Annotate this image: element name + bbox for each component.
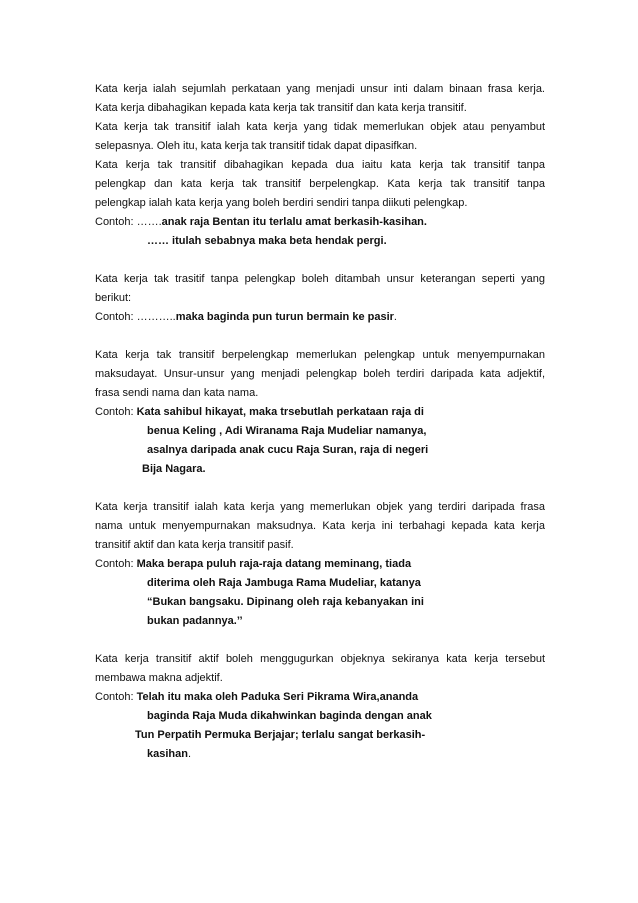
spacer — [95, 479, 545, 498]
example-text: anak raja Bentan itu terlalu amat berkasih-kasihan. — [161, 216, 427, 228]
para5-line1: Kata kerja tak transitif berpelengkap memerlukan pelengkap untuk menyempurnakan — [95, 349, 545, 361]
para1-line1: Kata kerja ialah sejumlah perkataan yang menjadi unsur inti dalam binaan frasa kerja. — [95, 83, 545, 95]
para4-line1: Kata kerja tak trasitif tanpa pelengkap boleh ditambah unsur keterangan seperti yang — [95, 273, 545, 285]
para7-line2: membawa makna adjektif. — [95, 672, 223, 684]
para7-example-line4 — [95, 745, 545, 764]
para5-example-line3: asalnya daripada anak cucu Raja Suran, raja di negeri — [147, 444, 429, 456]
para7-example-line3: Tun Perpatih Permuka Berjajar; terlalu sangat berkasih- — [135, 729, 426, 741]
para1-line2: Kata kerja dibahagikan kepada kata kerja tak transitif dan kata kerja transitif. — [95, 102, 467, 114]
para7-line1: Kata kerja transitif aktif boleh menggugurkan objeknya sekiranya kata kerja tersebut — [95, 653, 545, 665]
para6-line3: transitif aktif dan kata kerja transitif pasif. — [95, 539, 294, 551]
para7-example — [95, 688, 545, 707]
para5-line2: maksudayat. Unsur-unsur yang menjadi pelengkap boleh terdiri daripada kata adjektif, — [95, 368, 545, 380]
example-label: Contoh: — [95, 406, 137, 418]
example-text: maka baginda pun turun bermain ke pasir — [175, 311, 394, 323]
spacer — [95, 631, 545, 650]
example-text: Kata sahibul hikayat, maka trsebutlah perkataan raja di — [136, 406, 424, 418]
para2-line1: Kata kerja tak transitif ialah kata kerja yang tidak memerlukan objek atau penyambut — [95, 121, 545, 133]
para6-example-line2: diterima oleh Raja Jambuga Rama Mudeliar, katanya — [147, 577, 421, 589]
spacer — [95, 327, 545, 346]
para6-line1: Kata kerja transitif ialah kata kerja yang memerlukan objek yang terdiri daripada frasa — [95, 501, 545, 513]
para5-line3: frasa sendi nama dan kata nama. — [95, 387, 259, 399]
para7-example-line2: baginda Raja Muda dikahwinkan baginda dengan anak — [147, 710, 432, 722]
para5-example-line2: benua Keling , Adi Wiranama Raja Mudeliar namanya, — [147, 425, 427, 437]
example-label: Contoh: — [95, 558, 137, 570]
example-text: Telah itu maka oleh Paduka Seri Pikrama Wira,ananda — [136, 691, 419, 703]
para5-example — [95, 403, 545, 422]
example-label: Contoh: ……. — [95, 216, 162, 228]
para3-line1: Kata kerja tak transitif dibahagikan kepada dua iaitu kata kerja tak transitif tanpa — [95, 159, 545, 171]
example-label: Contoh: ……….. — [95, 311, 176, 323]
para6-line2: nama untuk menyempurnakan maksudnya. Kata kerja ini terbahagi kepada kata kerja — [95, 520, 545, 532]
para4-example — [95, 308, 545, 327]
para4-line2: berikut: — [95, 292, 132, 304]
example-text: kasihan — [147, 748, 188, 760]
para3-example — [95, 213, 545, 232]
example-tail: . — [393, 311, 397, 323]
example-label: Contoh: — [95, 691, 137, 703]
para3-line3: pelengkap ialah kata kerja yang boleh berdiri sendiri tanpa diikuti pelengkap. — [95, 197, 468, 209]
para6-example — [95, 555, 545, 574]
para3-example-line2: …… itulah sebabnya maka beta hendak pergi. — [147, 235, 387, 247]
para5-example-line4: Bija Nagara. — [142, 463, 206, 475]
spacer — [95, 251, 545, 270]
document-page — [95, 80, 545, 764]
para6-example-line3: “Bukan bangsaku. Dipinang oleh raja kebanyakan ini — [147, 596, 424, 608]
example-tail: . — [187, 748, 192, 760]
para2-line2: selepasnya. Oleh itu, kata kerja tak transitif tidak dapat dipasifkan. — [95, 140, 418, 152]
para6-example-line4: bukan padannya.’’ — [147, 615, 243, 627]
example-text: Maka berapa puluh raja-raja datang meminang, tiada — [136, 558, 412, 570]
para3-line2: pelengkap dan kata kerja tak transitif berpelengkap. Kata kerja tak transitif tanpa — [95, 178, 545, 190]
